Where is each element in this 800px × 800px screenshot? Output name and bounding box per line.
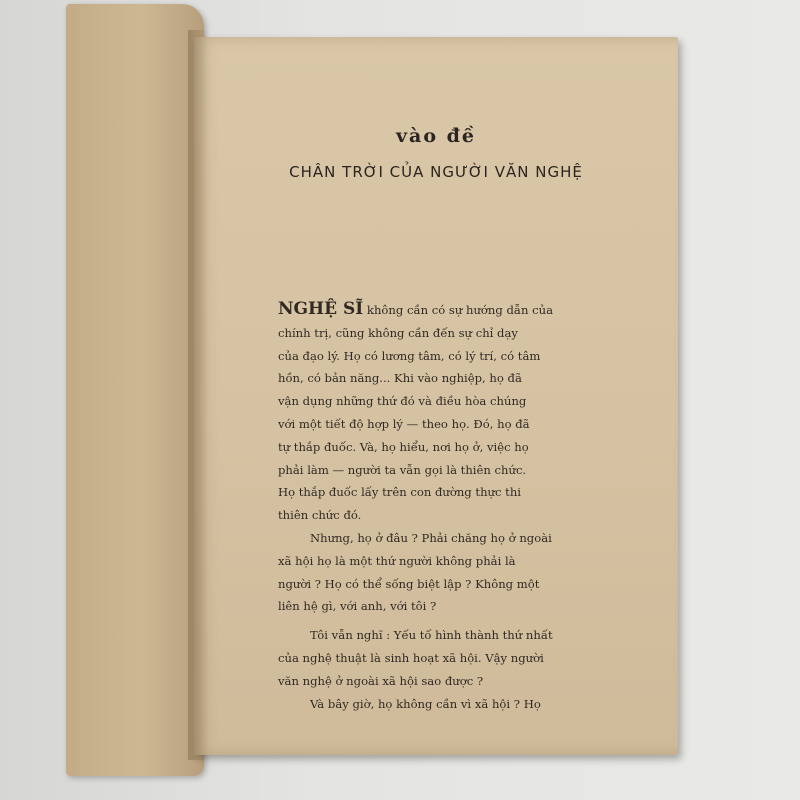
text-line: liên hệ gì, với anh, với tôi ? — [278, 599, 437, 614]
text-line: phải làm — người ta vẫn gọi là thiên chức. — [278, 462, 527, 477]
paragraph-1 — [278, 298, 596, 527]
text-line: của nghệ thuật là sinh hoạt xã hội. Vậy người — [278, 650, 544, 665]
text-line: với một tiết độ hợp lý — theo họ. Đó, họ đã — [278, 416, 530, 431]
text-line: hồn, có bản năng... Khi vào nghiệp, họ đã — [278, 371, 522, 386]
paragraph-4 — [278, 693, 596, 716]
text-line: vận dụng những thứ đó và điều hòa chúng — [278, 394, 527, 409]
text-line — [278, 298, 596, 322]
text-line: xã hội họ là một thứ người không phải là — [278, 553, 516, 568]
left-page — [66, 4, 204, 776]
text-line-content: không cần có sự hướng dẫn của — [363, 303, 554, 317]
text-line: của đạo lý. Họ có lương tâm, có lý trí, có tâm — [278, 348, 541, 363]
lead-word: NGHỆ SĨ — [278, 299, 364, 319]
paragraph-2 — [278, 527, 596, 618]
text-line: Và bây giờ, họ không cần vì xã hội ? Họ — [310, 696, 541, 711]
text-line: tự thắp đuốc. Và, họ hiểu, nơi họ ở, việc họ — [278, 439, 529, 454]
text-line: người ? Họ có thể sống biệt lập ? Không một — [278, 576, 540, 591]
body-text — [278, 298, 596, 715]
text-line: chính trị, cũng không cần đến sự chỉ dạy — [278, 325, 518, 340]
text-line: Tôi vẫn nghĩ : Yếu tố hình thành thứ nhất — [310, 628, 553, 643]
text-line: Nhưng, họ ở đâu ? Phải chăng họ ở ngoài — [310, 530, 552, 545]
text-line: văn nghệ ở ngoài xã hội sao được ? — [278, 673, 484, 688]
text-line: Họ thắp đuốc lấy trên con đường thực thi — [278, 485, 522, 500]
text-line: thiên chức đó. — [278, 508, 362, 523]
paragraph-3 — [278, 624, 596, 692]
chapter-title: CHÂN TRỜI CỦA NGƯỜI VĂN NGHỆ — [289, 163, 583, 181]
chapter-label: vào đề — [395, 125, 476, 147]
